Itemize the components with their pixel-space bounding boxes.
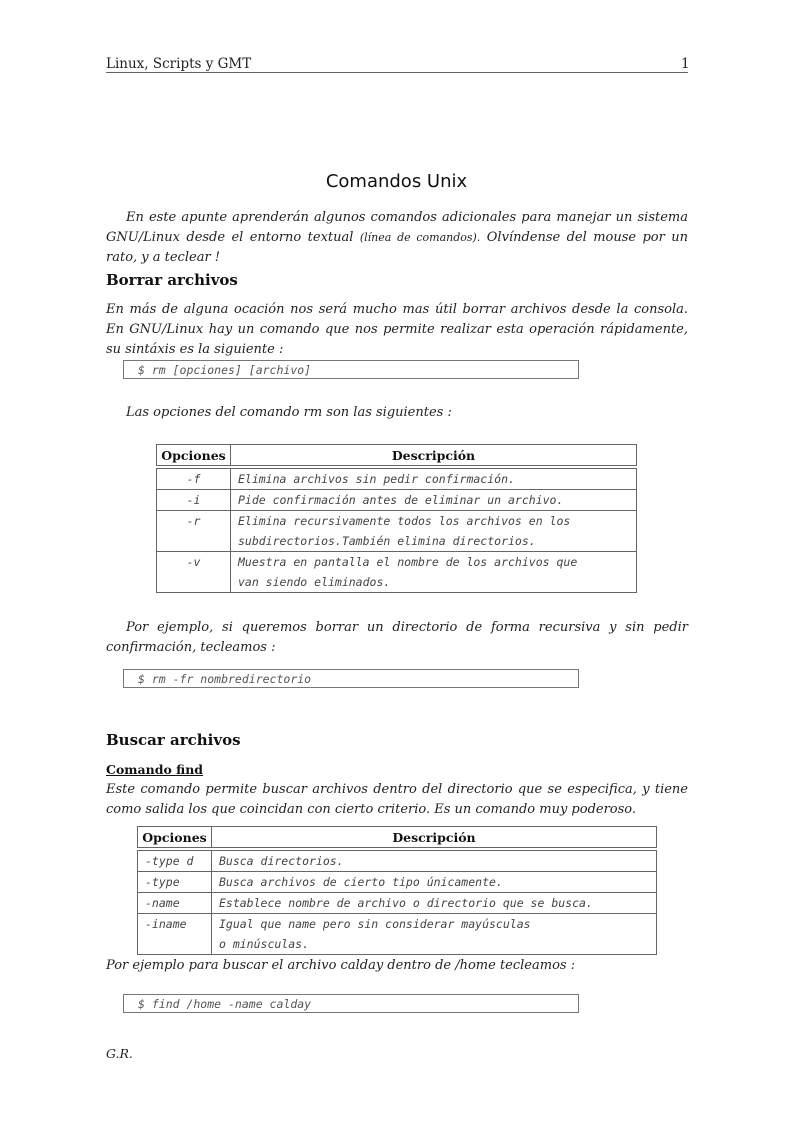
subheading-find: Comando find: [106, 762, 204, 777]
table-row: [138, 893, 657, 914]
table-row: [157, 552, 637, 593]
description-cell: Establece nombre de archivo o directorio que se busca.: [211, 893, 656, 914]
section-heading-borrar: Borrar archivos: [106, 271, 238, 289]
table-header-descripcion: Descripción: [230, 445, 636, 466]
table-header-descripcion: Descripción: [211, 827, 656, 848]
table-row: [157, 511, 637, 552]
intro-paragraph: [106, 208, 688, 268]
rm-example-paragraph: Por ejemplo, si queremos borrar un directorio de forma recursiva y sin pedir confirmación, tecleamos :: [106, 620, 688, 655]
table-row: [138, 851, 657, 872]
description-line: o minúsculas.: [218, 937, 309, 951]
option-cell: -i: [157, 490, 231, 511]
borrar-paragraph: En más de alguna ocación nos será mucho mas útil borrar archivos desde la consola. En GNU/Linux hay un comando que nos permite realizar esta operación rápidamente, su sintáxis es la siguiente :: [106, 302, 688, 357]
table-header-opciones: Opciones: [138, 827, 212, 848]
description-cell: Pide confirmación antes de eliminar un archivo.: [230, 490, 636, 511]
rm-syntax-code: $ rm [opciones] [archivo]: [123, 360, 579, 379]
rm-options-table: [156, 444, 637, 593]
option-cell: -r: [157, 511, 231, 552]
find-options-table: [137, 826, 657, 955]
description-cell: Elimina archivos sin pedir confirmación.: [230, 469, 636, 490]
rm-example-code: $ rm -fr nombredirectorio: [123, 669, 579, 688]
find-paragraph: Este comando permite buscar archivos dentro del directorio que se especifica, y tiene como salida los que coincidan con cierto criterio. Es un comando muy poderoso.: [106, 782, 688, 817]
table-row: [157, 490, 637, 511]
section-heading-buscar: Buscar archivos: [106, 731, 241, 749]
option-cell: -type d: [138, 851, 212, 872]
page-title: Comandos Unix: [325, 171, 468, 192]
description-line: Igual que name pero sin considerar mayúsculas: [218, 917, 531, 931]
description-cell: Busca directorios.: [211, 851, 656, 872]
option-cell: -v: [157, 552, 231, 593]
intro-text-end: Olvíndense del mouse por un rato, y a teclear !: [106, 230, 688, 265]
description-line: Elimina recursivamente todos los archivos en los: [237, 514, 571, 528]
find-example-code: $ find /home -name calday: [123, 994, 579, 1013]
intro-text: En este apunte aprenderán algunos comandos adicionales para manejar un sistema GNU/Linux desde el entorno textual: [106, 210, 688, 245]
page-number: 1: [681, 56, 690, 72]
running-header: Linux, Scripts y GMT: [106, 56, 252, 72]
description-line: Muestra en pantalla el nombre de los archivos que: [237, 555, 578, 569]
header-rule: [106, 72, 688, 73]
table-header-opciones: Opciones: [157, 445, 231, 466]
option-cell: -iname: [138, 914, 212, 955]
rm-options-intro: Las opciones del comando rm son las siguientes :: [126, 405, 452, 420]
description-cell: [230, 511, 636, 552]
table-row: [138, 914, 657, 955]
table-row: [157, 469, 637, 490]
intro-small-text: (línea de comandos).: [359, 231, 481, 244]
footer-initials: G.R.: [106, 1046, 133, 1061]
find-example-paragraph: Por ejemplo para buscar el archivo calday dentro de /home tecleamos :: [106, 958, 576, 973]
option-cell: -name: [138, 893, 212, 914]
description-line: van siendo eliminados.: [237, 575, 391, 589]
description-cell: [230, 552, 636, 593]
option-cell: -type: [138, 872, 212, 893]
description-cell: [211, 914, 656, 955]
description-cell: Busca archivos de cierto tipo únicamente.: [211, 872, 656, 893]
table-row: [138, 872, 657, 893]
description-line: subdirectorios.También elimina directorios.: [237, 534, 536, 548]
option-cell: -f: [157, 469, 231, 490]
